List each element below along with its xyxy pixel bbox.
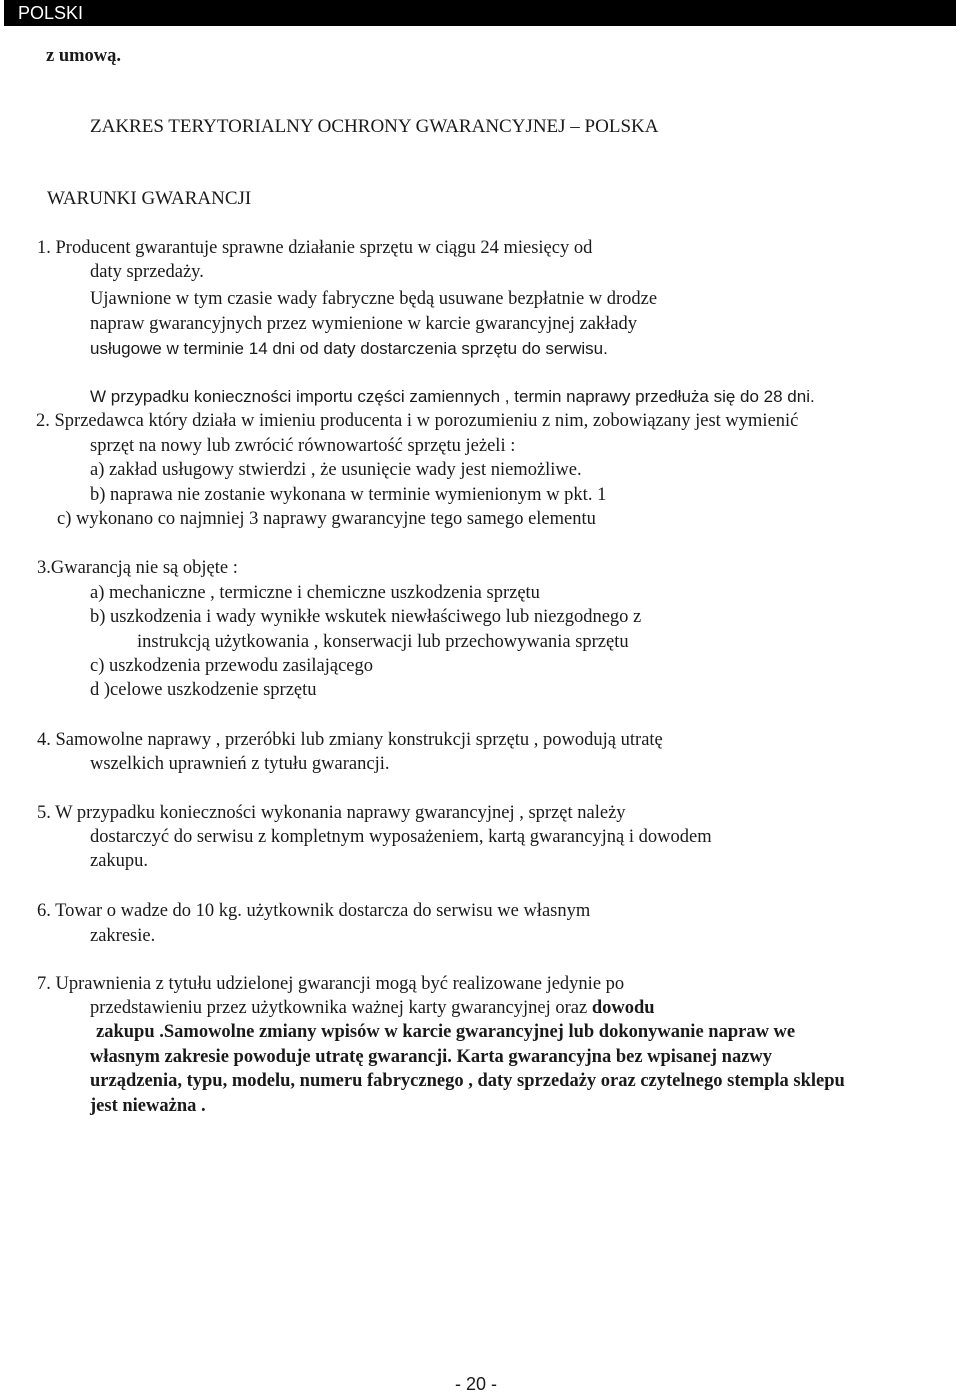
s7-line-2-text: przedstawieniu przez użytkownika ważnej karty gwarancyjnej oraz	[90, 998, 592, 1018]
s7-line-2	[90, 997, 655, 1019]
conditions-heading: WARUNKI GWARANCJI	[47, 188, 252, 209]
s3-line-4: instrukcją użytkowania , konserwacji lub przechowywania sprzętu	[137, 632, 629, 652]
s3-line-5: c) uszkodzenia przewodu zasilającego	[90, 656, 374, 676]
s1-line-1: 1. Producent gwarantuje sprawne działanie sprzętu w ciągu 24 miesięcy od	[37, 238, 593, 258]
s1-line-6: W przypadku konieczności importu części zamiennych , termin naprawy przedłuża się do 28 dni.	[90, 387, 815, 406]
s3-line-3: b) uszkodzenia i wady wynikłe wskutek niewłaściwego lub niezgodnego z	[90, 607, 642, 627]
s3-line-6: d )celowe uszkodzenie sprzętu	[90, 680, 317, 700]
s3-line-1: 3.Gwarancją nie są objęte :	[37, 558, 238, 578]
intro-fragment: z umową.	[46, 46, 122, 66]
language-header-bar	[4, 0, 956, 26]
s1-line-2: daty sprzedaży.	[90, 262, 204, 282]
s7-line-4: własnym zakresie powoduje utratę gwarancji. Karta gwarancyjna bez wpisanej nazwy	[90, 1047, 773, 1067]
s1-line-4: napraw gwarancyjnych przez wymienione w karcie gwarancyjnej zakłady	[90, 314, 638, 334]
territory-heading: ZAKRES TERYTORIALNY OCHRONY GWARANCYJNEJ – POLSKA	[90, 116, 659, 137]
s6-line-2: zakresie.	[90, 926, 156, 946]
s2-line-1: 2. Sprzedawca który działa w imieniu producenta i w porozumieniu z nim, zobowiązany jest wymienić	[36, 411, 799, 431]
s7-line-6: jest nieważna .	[90, 1096, 206, 1116]
s5-line-2: dostarczyć do serwisu z kompletnym wyposażeniem, kartą gwarancyjną i dowodem	[90, 827, 712, 847]
s5-line-3: zakupu.	[90, 851, 149, 871]
s4-line-1: 4. Samowolne naprawy , przeróbki lub zmiany konstrukcji sprzętu , powodują utratę	[37, 730, 663, 750]
s1-line-3: Ujawnione w tym czasie wady fabryczne będą usuwane bezpłatnie w drodze	[90, 289, 658, 309]
language-label: POLSKI	[18, 3, 84, 23]
s7-line-3: zakupu .Samowolne zmiany wpisów w karcie gwarancyjnej lub dokonywanie napraw we	[96, 1022, 796, 1042]
s7-line-2-bold: dowodu	[591, 998, 655, 1018]
s2-line-4: b) naprawa nie zostanie wykonana w terminie wymienionym w pkt. 1	[90, 485, 607, 505]
s7-line-5: urządzenia, typu, modelu, numeru fabrycznego , daty sprzedaży oraz czytelnego stempla sklepu	[90, 1071, 845, 1091]
s3-line-2: a) mechaniczne , termiczne i chemiczne uszkodzenia sprzętu	[90, 583, 540, 603]
s5-line-1: 5. W przypadku konieczności wykonania naprawy gwarancyjnej , sprzęt należy	[37, 803, 626, 823]
s6-line-1: 6. Towar o wadze do 10 kg. użytkownik dostarcza do serwisu we własnym	[37, 901, 591, 921]
s2-line-2: sprzęt na nowy lub zwrócić równowartość sprzętu jeżeli :	[90, 436, 516, 456]
s1-line-5: usługowe w terminie 14 dni od daty dostarczenia sprzętu do serwisu.	[90, 339, 608, 358]
page-number: - 20 -	[455, 1374, 498, 1394]
s7-line-1: 7. Uprawnienia z tytułu udzielonej gwarancji mogą być realizowane jedynie po	[37, 974, 625, 994]
s2-line-5: c) wykonano co najmniej 3 naprawy gwarancyjne tego samego elementu	[57, 509, 596, 529]
s2-line-3: a) zakład usługowy stwierdzi , że usunięcie wady jest niemożliwe.	[90, 460, 582, 480]
s4-line-2: wszelkich uprawnień z tytułu gwarancji.	[90, 754, 390, 774]
